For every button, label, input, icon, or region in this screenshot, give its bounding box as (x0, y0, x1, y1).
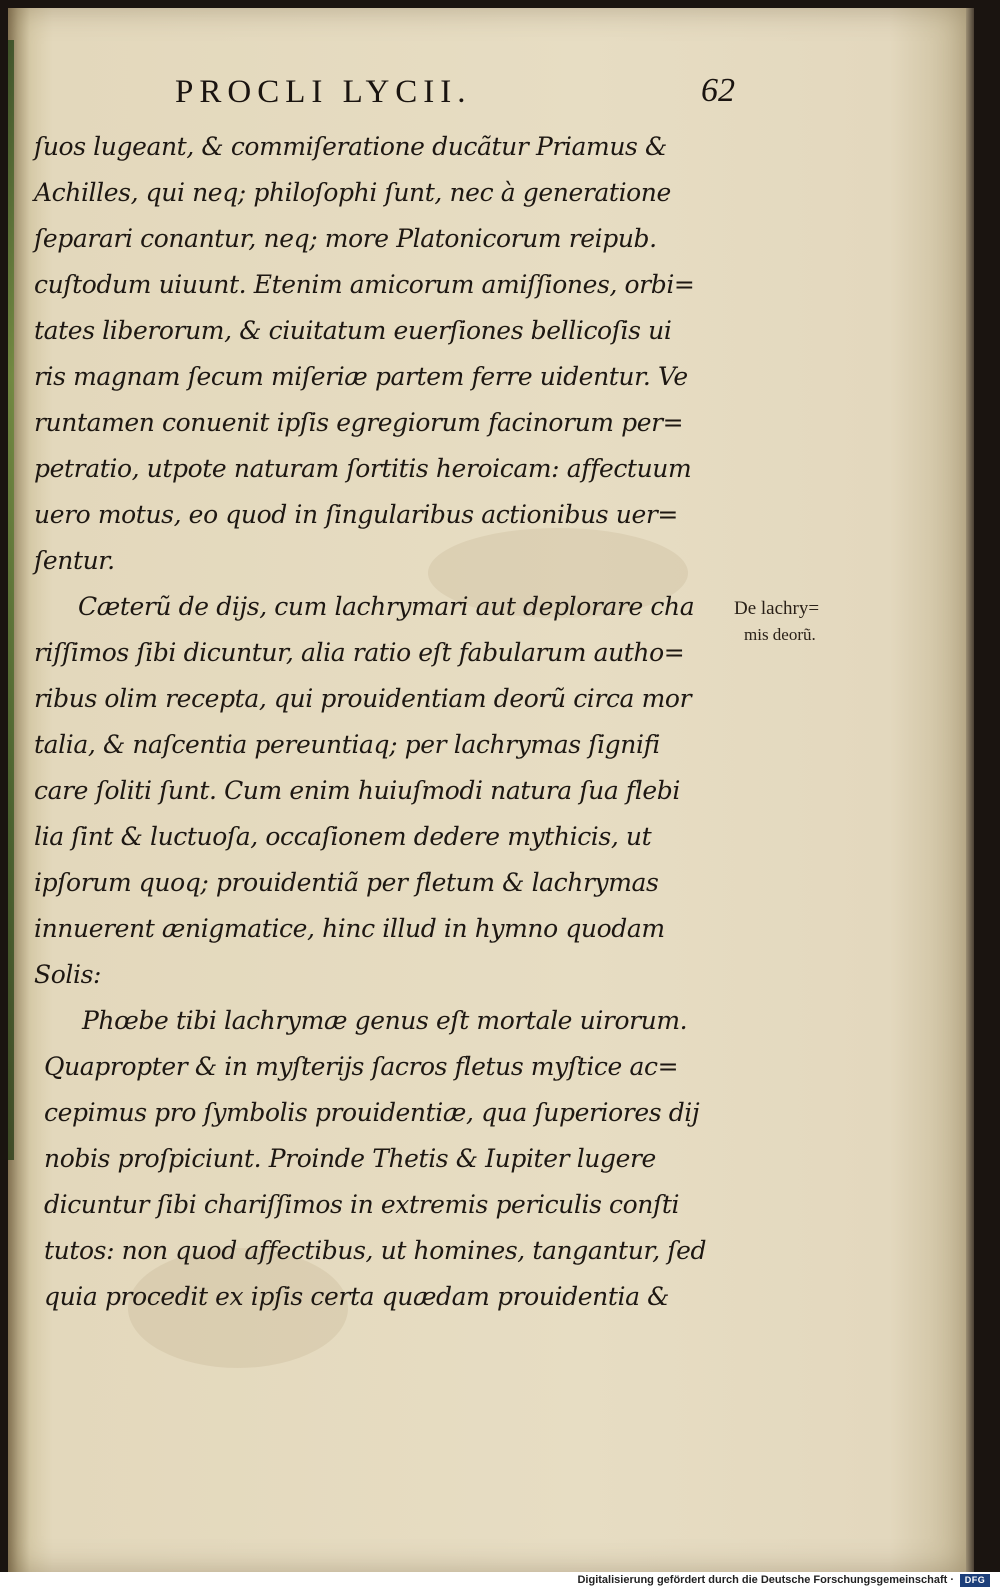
text-line: cepimus pro ſymbolis prouidentiæ, qua ſuperiores dij (44, 1098, 700, 1127)
body-text (34, 124, 734, 1320)
funding-credit: Digitalisierung gefördert durch die Deutsche Forschungsgemeinschaft · (577, 1574, 954, 1586)
text-line: cuſtodum uiuunt. Etenim amicorum amiſſiones, orbi= (34, 270, 695, 299)
text-line: quia procedit ex ipſis certa quædam prouidentia & (44, 1282, 669, 1311)
page-edge (966, 8, 974, 1572)
paragraph-start-line: Cæterũ de dijs, cum lachrymari aut deplorare cha (78, 592, 695, 621)
text-line: innuerent ænigmatice, hinc illud in hymno quodam (34, 914, 665, 943)
text-line: ipſorum quoq; prouidentiã per fletum & lachrymas (34, 868, 659, 897)
margin-note-line: De lachry= (734, 598, 820, 619)
text-line: Achilles, qui neq; philoſophi ſunt, nec à generatione (34, 178, 671, 207)
text-line: care ſoliti ſunt. Cum enim huiuſmodi natura ſua flebi (34, 776, 680, 805)
text-line: riſſimos ſibi dicuntur, alia ratio eſt fabularum autho= (34, 638, 685, 667)
text-line: ſuos lugeant, & commiſeratione ducãtur Priamus & (34, 132, 667, 161)
running-title: PROCLI LYCII. (175, 74, 472, 110)
margin-note-line: mis deorũ. (744, 625, 816, 644)
text-line: petratio, utpote naturam ſortitis heroicam: affectuum (34, 454, 692, 483)
binding-edge (8, 40, 14, 1160)
dfg-logo: DFG (960, 1574, 990, 1587)
text-line: Quapropter & in myſterijs ſacros fletus myſtice ac= (44, 1052, 679, 1081)
margin-note (734, 596, 874, 648)
text-line: Solis: (34, 960, 102, 989)
text-line: ſentur. (34, 546, 115, 575)
text-line: tutos: non quod affectibus, ut homines, tangantur, ſed (44, 1236, 707, 1265)
text-line: ſeparari conantur, neq; more Platonicorum reipub. (34, 224, 657, 253)
text-line: uero motus, eo quod in ſingularibus actionibus uer= (34, 500, 678, 529)
text-line: lia ſint & luctuoſa, occaſionem dedere mythicis, ut (34, 822, 652, 851)
text-line: dicuntur ſibi chariſſimos in extremis periculis conſti (44, 1190, 680, 1219)
text-line: talia, & naſcentia pereuntiaq; per lachrymas ſignifi (34, 730, 661, 759)
running-head (175, 74, 745, 118)
footer-bar (0, 1572, 1000, 1590)
text-line: tates liberorum, & ciuitatum euerſiones bellicoſis ui (34, 316, 672, 345)
verse-line: Phœbe tibi lachrymæ genus eſt mortale uirorum. (82, 1006, 688, 1035)
text-line: ribus olim recepta, qui prouidentiam deorũ circa mor (34, 684, 692, 713)
text-line: runtamen conuenit ipſis egregiorum facinorum per= (34, 408, 684, 437)
text-line: ris magnam ſecum miſeriæ partem ferre uidentur. Ve (34, 362, 688, 391)
text-line: nobis proſpiciunt. Proinde Thetis & Iupiter lugere (44, 1144, 656, 1173)
page-number: 62 (701, 72, 735, 109)
